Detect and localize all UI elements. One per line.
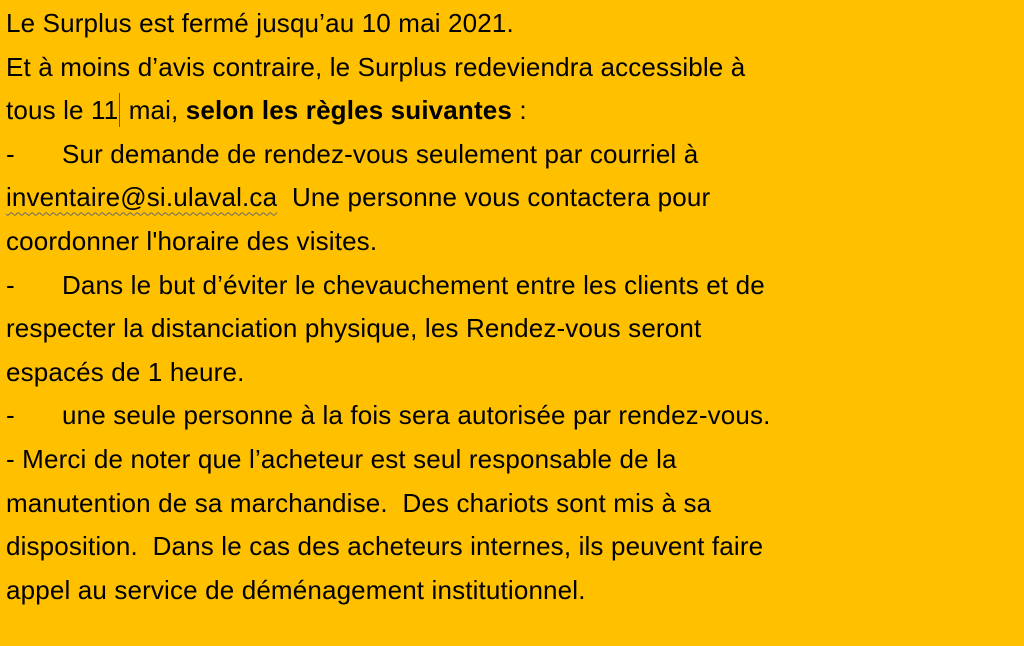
bullet-dash: - [6,400,15,431]
reopening-line: Et à moins d’avis contraire, le Surplus redeviendra accessible à [6,51,746,82]
bullet-dash: - [6,138,15,169]
rules-intro-text-cont: mai, [121,95,186,126]
bullet-handling-line-4: appel au service de déménagement institutionnel. [6,574,586,605]
bullet-single-person-line [6,394,1024,438]
bullet-single-person-text: une seule personne à la fois sera autorisée par rendez-vous. [62,400,771,431]
rules-colon: : [511,95,527,126]
rules-heading: selon les règles suivantes [185,95,512,126]
bullet-spacing-line-3: espacés de 1 heure. [6,356,245,387]
bullet-appointment-line-3: coordonner l'horaire des visites. [6,225,378,256]
bullet-appointment-line-1 [6,133,1024,177]
bullet-spacing-line-1 [6,264,1024,308]
bullet-appointment-line-2 [6,176,1024,220]
rules-intro-text: tous le 11 [6,95,119,126]
rules-intro-line [6,89,1024,133]
bullet-handling-line-1: - Merci de noter que l’acheteur est seul responsable de la [6,443,677,474]
email-address[interactable]: inventaire@si.ulaval.ca [6,182,278,213]
bullet-appointment-text-cont: Une personne vous contactera pour [277,182,711,213]
bullet-spacing-line-2: respecter la distanciation physique, les Rendez-vous seront [6,313,702,344]
bullet-handling-line-2: manutention de sa marchandise. Des chariots sont mis à sa [6,487,712,518]
bullet-dash: - [6,269,15,300]
closure-line: Le Surplus est fermé jusqu’au 10 mai 2021. [6,8,514,38]
bullet-handling-line-3: disposition. Dans le cas des acheteurs internes, ils peuvent faire [6,531,764,562]
bullet-appointment-text: Sur demande de rendez-vous seulement par courriel à [62,138,699,169]
bullet-spacing-text: Dans le but d’éviter le chevauchement entre les clients et de [62,269,765,300]
